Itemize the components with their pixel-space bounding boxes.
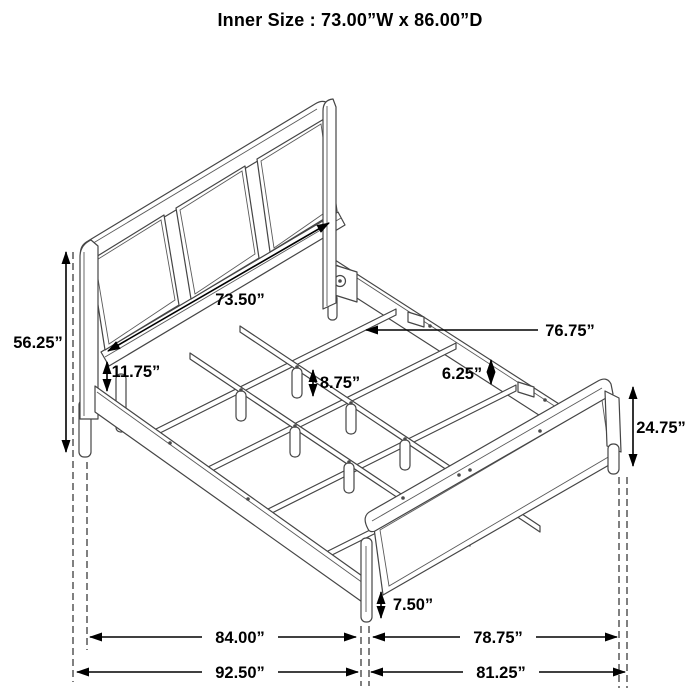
dimension-footboard-leg-height [381,592,433,618]
dimension-headboard-height [13,252,66,452]
support-leg [290,427,300,457]
footboard-right-post [605,391,621,452]
dimension-label: 81.25” [476,664,526,682]
front-side-rail [95,386,365,604]
support-leg [292,368,302,398]
dimension-label: 11.75” [111,363,161,381]
footboard [361,379,621,622]
screw-dot [428,324,432,328]
screw-dot [543,398,547,402]
dimension-label: 24.75” [636,419,686,437]
dimension-inner-length [90,629,356,647]
footboard-right-leg [608,444,619,474]
dimension-footboard-height [633,387,686,466]
dimension-label: 73.50” [215,291,265,309]
support-leg [344,463,354,493]
dimension-label: 76.75” [545,322,595,340]
footboard-front-leg [361,538,372,622]
screw-dot [239,388,243,392]
dimension-label: 56.25” [13,334,63,352]
dimension-label: 92.50” [215,664,265,682]
screw-dot [401,496,405,500]
headboard-right-post [323,99,336,309]
screw-dot [538,429,542,433]
screw-dot [295,365,299,369]
support-leg [400,440,410,470]
dimension-label: 6.25” [441,365,483,383]
screw-dot [349,401,353,405]
dimension-overall-depth [77,664,358,682]
screw-dot [168,441,172,445]
dimension-label: 7.50” [392,596,434,614]
screw-dot [468,468,472,472]
dimension-label: 84.00” [215,629,265,647]
page-title: Inner Size : 73.00”W x 86.00”D [217,10,483,30]
dimension-headboard-to-rail-gap [107,362,160,391]
dimension-label: 78.75” [473,629,523,647]
screw-dot [246,497,250,501]
screw-dot [293,424,297,428]
screw-dot [457,473,461,477]
support-leg [236,391,246,421]
dimension-overall-width [371,664,625,682]
dimension-label: 8.75” [319,374,361,392]
dimension-inner-width [373,629,617,647]
screw-dot [403,437,407,441]
screw-dot [347,460,351,464]
support-leg [346,404,356,434]
